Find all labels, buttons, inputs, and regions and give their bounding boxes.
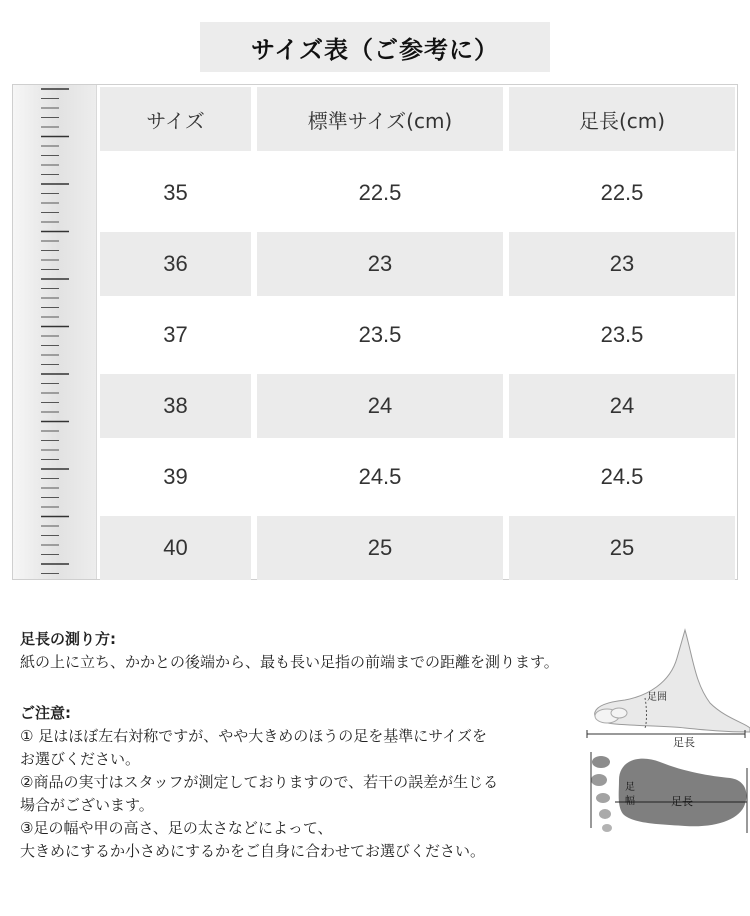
caution-line: お選びください。 <box>20 750 141 768</box>
foot-length-cell: 22.5 <box>600 180 644 205</box>
table-row <box>100 161 735 225</box>
header-size: サイズ <box>100 87 251 151</box>
table-row <box>100 445 735 509</box>
foot-measure-illustration <box>585 628 750 858</box>
caution-line: 大きめにするか小さめにするかをご自身に合わせてお選びください。 <box>20 842 486 860</box>
foot-length-cell: 24.5 <box>600 464 644 489</box>
measure-text: 紙の上に立ち、かかとの後端から、最も長い足指の前端までの距離を測ります。 <box>20 653 559 671</box>
caution-heading: ご注意: <box>20 704 71 722</box>
caution-line: ③足の幅や甲の高さ、足の太さなどによって、 <box>20 819 333 837</box>
size-cell: 40 <box>100 516 251 580</box>
standard-size-cell: 24.5 <box>358 464 402 489</box>
ruler-icon <box>13 85 97 579</box>
foot-length-cell: 24 <box>509 374 735 438</box>
width-label-2: 幅 <box>625 796 635 807</box>
length-bottom-label: 足長 <box>671 795 693 808</box>
girth-label: 足囲 <box>647 692 667 703</box>
length-top-label: 足長 <box>673 736 695 749</box>
page-title: サイズ表（ご参考に） <box>200 22 550 72</box>
size-cell: 35 <box>163 180 188 205</box>
ruler-decoration <box>13 85 97 579</box>
standard-size-cell: 23.5 <box>358 322 402 347</box>
size-cell: 37 <box>163 322 188 347</box>
foot-icon <box>585 628 750 858</box>
foot-length-cell: 25 <box>509 516 735 580</box>
width-label-1: 足 <box>625 782 635 793</box>
header-foot-length: 足長(cm) <box>509 87 735 151</box>
table-row <box>100 516 735 580</box>
size-cell: 36 <box>100 232 251 296</box>
table-row <box>100 303 735 367</box>
table-row <box>100 374 735 438</box>
measure-heading: 足長の測り方: <box>20 630 116 648</box>
foot-length-cell: 23 <box>509 232 735 296</box>
standard-size-cell: 23 <box>257 232 503 296</box>
caution-line: 場合がございます。 <box>20 796 154 814</box>
header-standard-size: 標準サイズ(cm) <box>257 87 503 151</box>
table-header-row <box>100 87 735 151</box>
size-cell: 39 <box>163 464 188 489</box>
caution-line: ① 足はほぼ左右対称ですが、やや大きめのほうの足を基準にサイズを <box>20 727 488 745</box>
standard-size-cell: 25 <box>257 516 503 580</box>
foot-length-cell: 23.5 <box>600 322 644 347</box>
size-chart <box>12 84 738 580</box>
size-cell: 38 <box>100 374 251 438</box>
standard-size-cell: 24 <box>257 374 503 438</box>
standard-size-cell: 22.5 <box>358 180 402 205</box>
caution-line: ②商品の実寸はスタッフが測定しておりますので、若干の誤差が生じる <box>20 773 499 791</box>
table-row <box>100 232 735 296</box>
